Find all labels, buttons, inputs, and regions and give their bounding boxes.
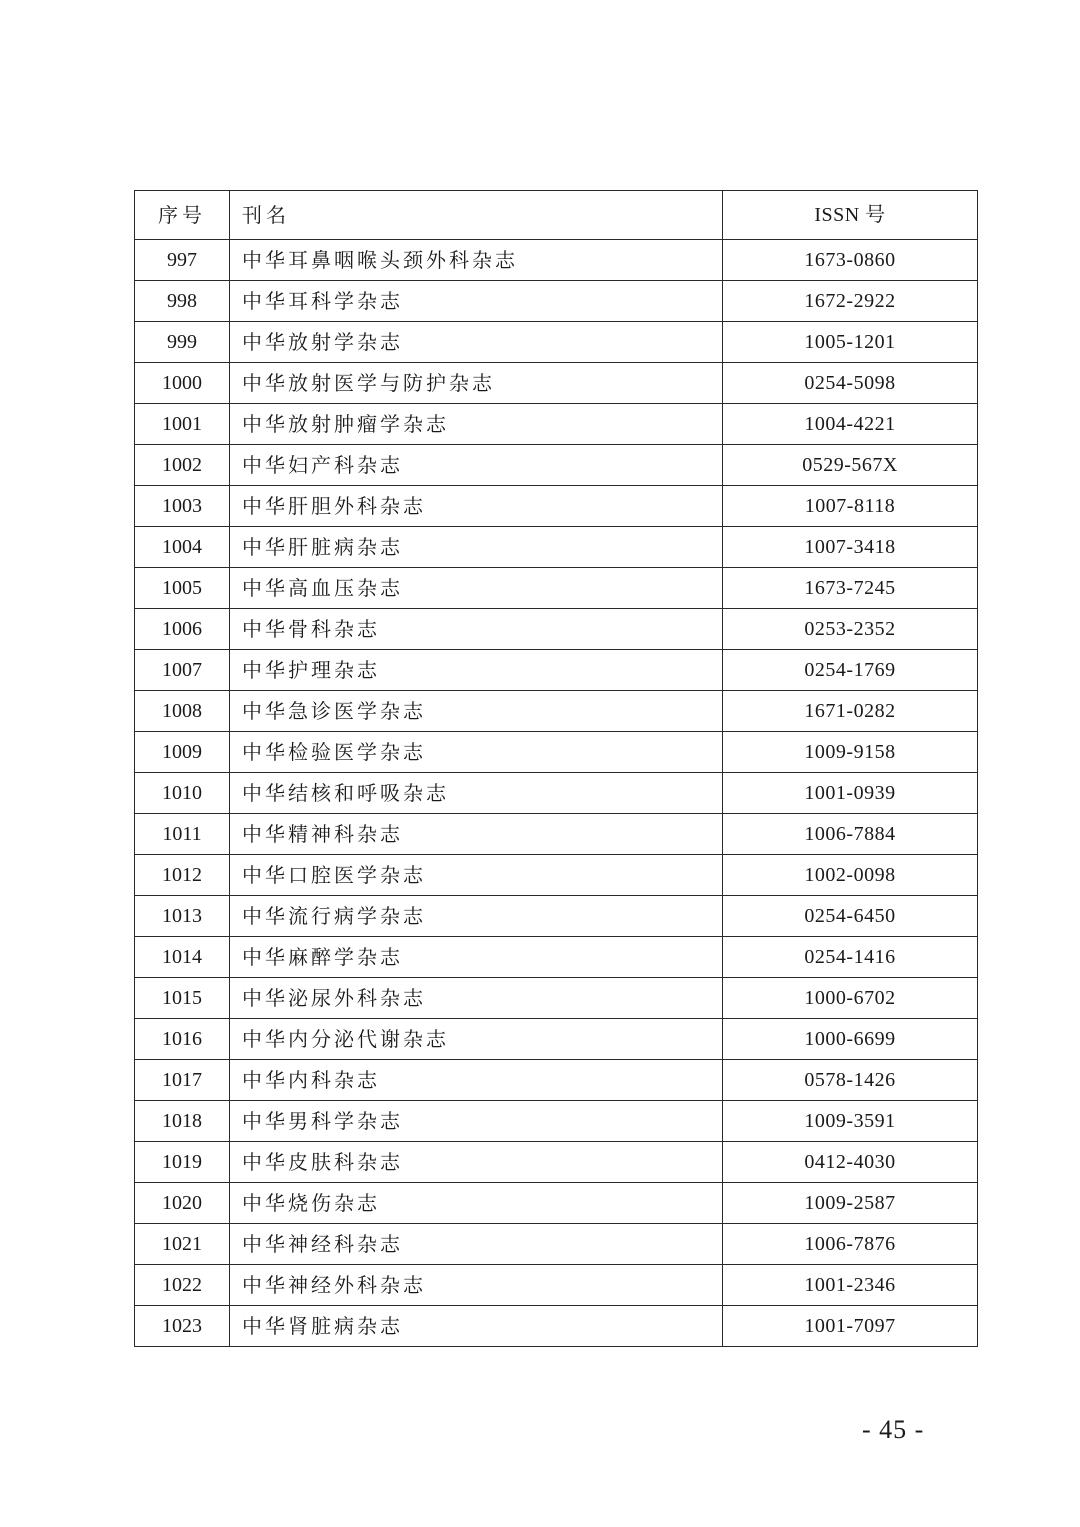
journal-name-cell: 中华放射学杂志	[230, 322, 723, 363]
serial-number-cell: 1017	[135, 1060, 230, 1101]
table-row	[135, 322, 978, 363]
issn-cell: 0412-4030	[723, 1142, 978, 1183]
table-row	[135, 281, 978, 322]
issn-cell: 1672-2922	[723, 281, 978, 322]
table-row	[135, 732, 978, 773]
serial-number-cell: 1008	[135, 691, 230, 732]
table-row	[135, 1101, 978, 1142]
serial-number-cell: 1005	[135, 568, 230, 609]
header-serial-number: 序号	[135, 191, 230, 240]
journal-name-cell: 中华骨科杂志	[230, 609, 723, 650]
issn-cell: 1009-9158	[723, 732, 978, 773]
issn-cell: 1007-8118	[723, 486, 978, 527]
issn-cell: 0578-1426	[723, 1060, 978, 1101]
journal-name-cell: 中华高血压杂志	[230, 568, 723, 609]
issn-cell: 0529-567X	[723, 445, 978, 486]
header-issn: ISSN 号	[723, 191, 978, 240]
table-row	[135, 937, 978, 978]
table-row	[135, 1224, 978, 1265]
serial-number-cell: 1021	[135, 1224, 230, 1265]
table-row	[135, 363, 978, 404]
table-row	[135, 486, 978, 527]
issn-cell: 1007-3418	[723, 527, 978, 568]
serial-number-cell: 1007	[135, 650, 230, 691]
journal-name-cell: 中华检验医学杂志	[230, 732, 723, 773]
table-row	[135, 978, 978, 1019]
journal-name-cell: 中华流行病学杂志	[230, 896, 723, 937]
serial-number-cell: 1006	[135, 609, 230, 650]
journal-name-cell: 中华泌尿外科杂志	[230, 978, 723, 1019]
serial-number-cell: 1018	[135, 1101, 230, 1142]
table-row	[135, 773, 978, 814]
issn-cell: 0253-2352	[723, 609, 978, 650]
serial-number-cell: 1014	[135, 937, 230, 978]
journal-name-cell: 中华放射肿瘤学杂志	[230, 404, 723, 445]
issn-cell: 1001-7097	[723, 1306, 978, 1347]
table-row	[135, 527, 978, 568]
journal-table	[134, 190, 978, 1347]
table-row	[135, 1019, 978, 1060]
journal-name-cell: 中华麻醉学杂志	[230, 937, 723, 978]
serial-number-cell: 1013	[135, 896, 230, 937]
table-row	[135, 404, 978, 445]
issn-cell: 1001-0939	[723, 773, 978, 814]
table-row	[135, 240, 978, 281]
journal-name-cell: 中华急诊医学杂志	[230, 691, 723, 732]
serial-number-cell: 1023	[135, 1306, 230, 1347]
journal-name-cell: 中华口腔医学杂志	[230, 855, 723, 896]
issn-cell: 1000-6702	[723, 978, 978, 1019]
serial-number-cell: 1003	[135, 486, 230, 527]
serial-number-cell: 999	[135, 322, 230, 363]
journal-name-cell: 中华耳鼻咽喉头颈外科杂志	[230, 240, 723, 281]
journal-name-cell: 中华肾脏病杂志	[230, 1306, 723, 1347]
serial-number-cell: 997	[135, 240, 230, 281]
issn-cell: 1006-7876	[723, 1224, 978, 1265]
table-row	[135, 855, 978, 896]
serial-number-cell: 1001	[135, 404, 230, 445]
issn-cell: 0254-1416	[723, 937, 978, 978]
table-header	[135, 191, 978, 240]
page-number: - 45 -	[862, 1415, 925, 1444]
table-row	[135, 1265, 978, 1306]
issn-cell: 1673-7245	[723, 568, 978, 609]
serial-number-cell: 1002	[135, 445, 230, 486]
serial-number-cell: 1000	[135, 363, 230, 404]
issn-cell: 0254-5098	[723, 363, 978, 404]
table-row	[135, 814, 978, 855]
issn-cell: 1005-1201	[723, 322, 978, 363]
journal-name-cell: 中华精神科杂志	[230, 814, 723, 855]
serial-number-cell: 1010	[135, 773, 230, 814]
journal-name-cell: 中华妇产科杂志	[230, 445, 723, 486]
issn-cell: 1673-0860	[723, 240, 978, 281]
issn-cell: 1009-3591	[723, 1101, 978, 1142]
issn-cell: 1001-2346	[723, 1265, 978, 1306]
issn-cell: 1671-0282	[723, 691, 978, 732]
journal-name-cell: 中华男科学杂志	[230, 1101, 723, 1142]
journal-name-cell: 中华护理杂志	[230, 650, 723, 691]
serial-number-cell: 1012	[135, 855, 230, 896]
serial-number-cell: 1020	[135, 1183, 230, 1224]
table-body	[135, 240, 978, 1347]
serial-number-cell: 1004	[135, 527, 230, 568]
journal-name-cell: 中华肝胆外科杂志	[230, 486, 723, 527]
journal-name-cell: 中华结核和呼吸杂志	[230, 773, 723, 814]
journal-name-cell: 中华内科杂志	[230, 1060, 723, 1101]
issn-cell: 1000-6699	[723, 1019, 978, 1060]
issn-cell: 0254-6450	[723, 896, 978, 937]
table-row	[135, 445, 978, 486]
issn-cell: 1002-0098	[723, 855, 978, 896]
serial-number-cell: 1022	[135, 1265, 230, 1306]
serial-number-cell: 1009	[135, 732, 230, 773]
issn-cell: 0254-1769	[723, 650, 978, 691]
issn-cell: 1006-7884	[723, 814, 978, 855]
table-row	[135, 650, 978, 691]
table-row	[135, 691, 978, 732]
table-row	[135, 568, 978, 609]
journal-name-cell: 中华神经科杂志	[230, 1224, 723, 1265]
issn-cell: 1009-2587	[723, 1183, 978, 1224]
header-row	[135, 191, 978, 240]
header-journal-name: 刊名	[230, 191, 723, 240]
journal-name-cell: 中华神经外科杂志	[230, 1265, 723, 1306]
serial-number-cell: 1019	[135, 1142, 230, 1183]
journal-name-cell: 中华耳科学杂志	[230, 281, 723, 322]
table-row	[135, 609, 978, 650]
table-row	[135, 1306, 978, 1347]
table-row	[135, 896, 978, 937]
table-row	[135, 1183, 978, 1224]
journal-name-cell: 中华烧伤杂志	[230, 1183, 723, 1224]
serial-number-cell: 1016	[135, 1019, 230, 1060]
journal-name-cell: 中华内分泌代谢杂志	[230, 1019, 723, 1060]
serial-number-cell: 1011	[135, 814, 230, 855]
journal-name-cell: 中华肝脏病杂志	[230, 527, 723, 568]
serial-number-cell: 1015	[135, 978, 230, 1019]
table-row	[135, 1060, 978, 1101]
serial-number-cell: 998	[135, 281, 230, 322]
table-row	[135, 1142, 978, 1183]
journal-name-cell: 中华皮肤科杂志	[230, 1142, 723, 1183]
journal-name-cell: 中华放射医学与防护杂志	[230, 363, 723, 404]
issn-cell: 1004-4221	[723, 404, 978, 445]
